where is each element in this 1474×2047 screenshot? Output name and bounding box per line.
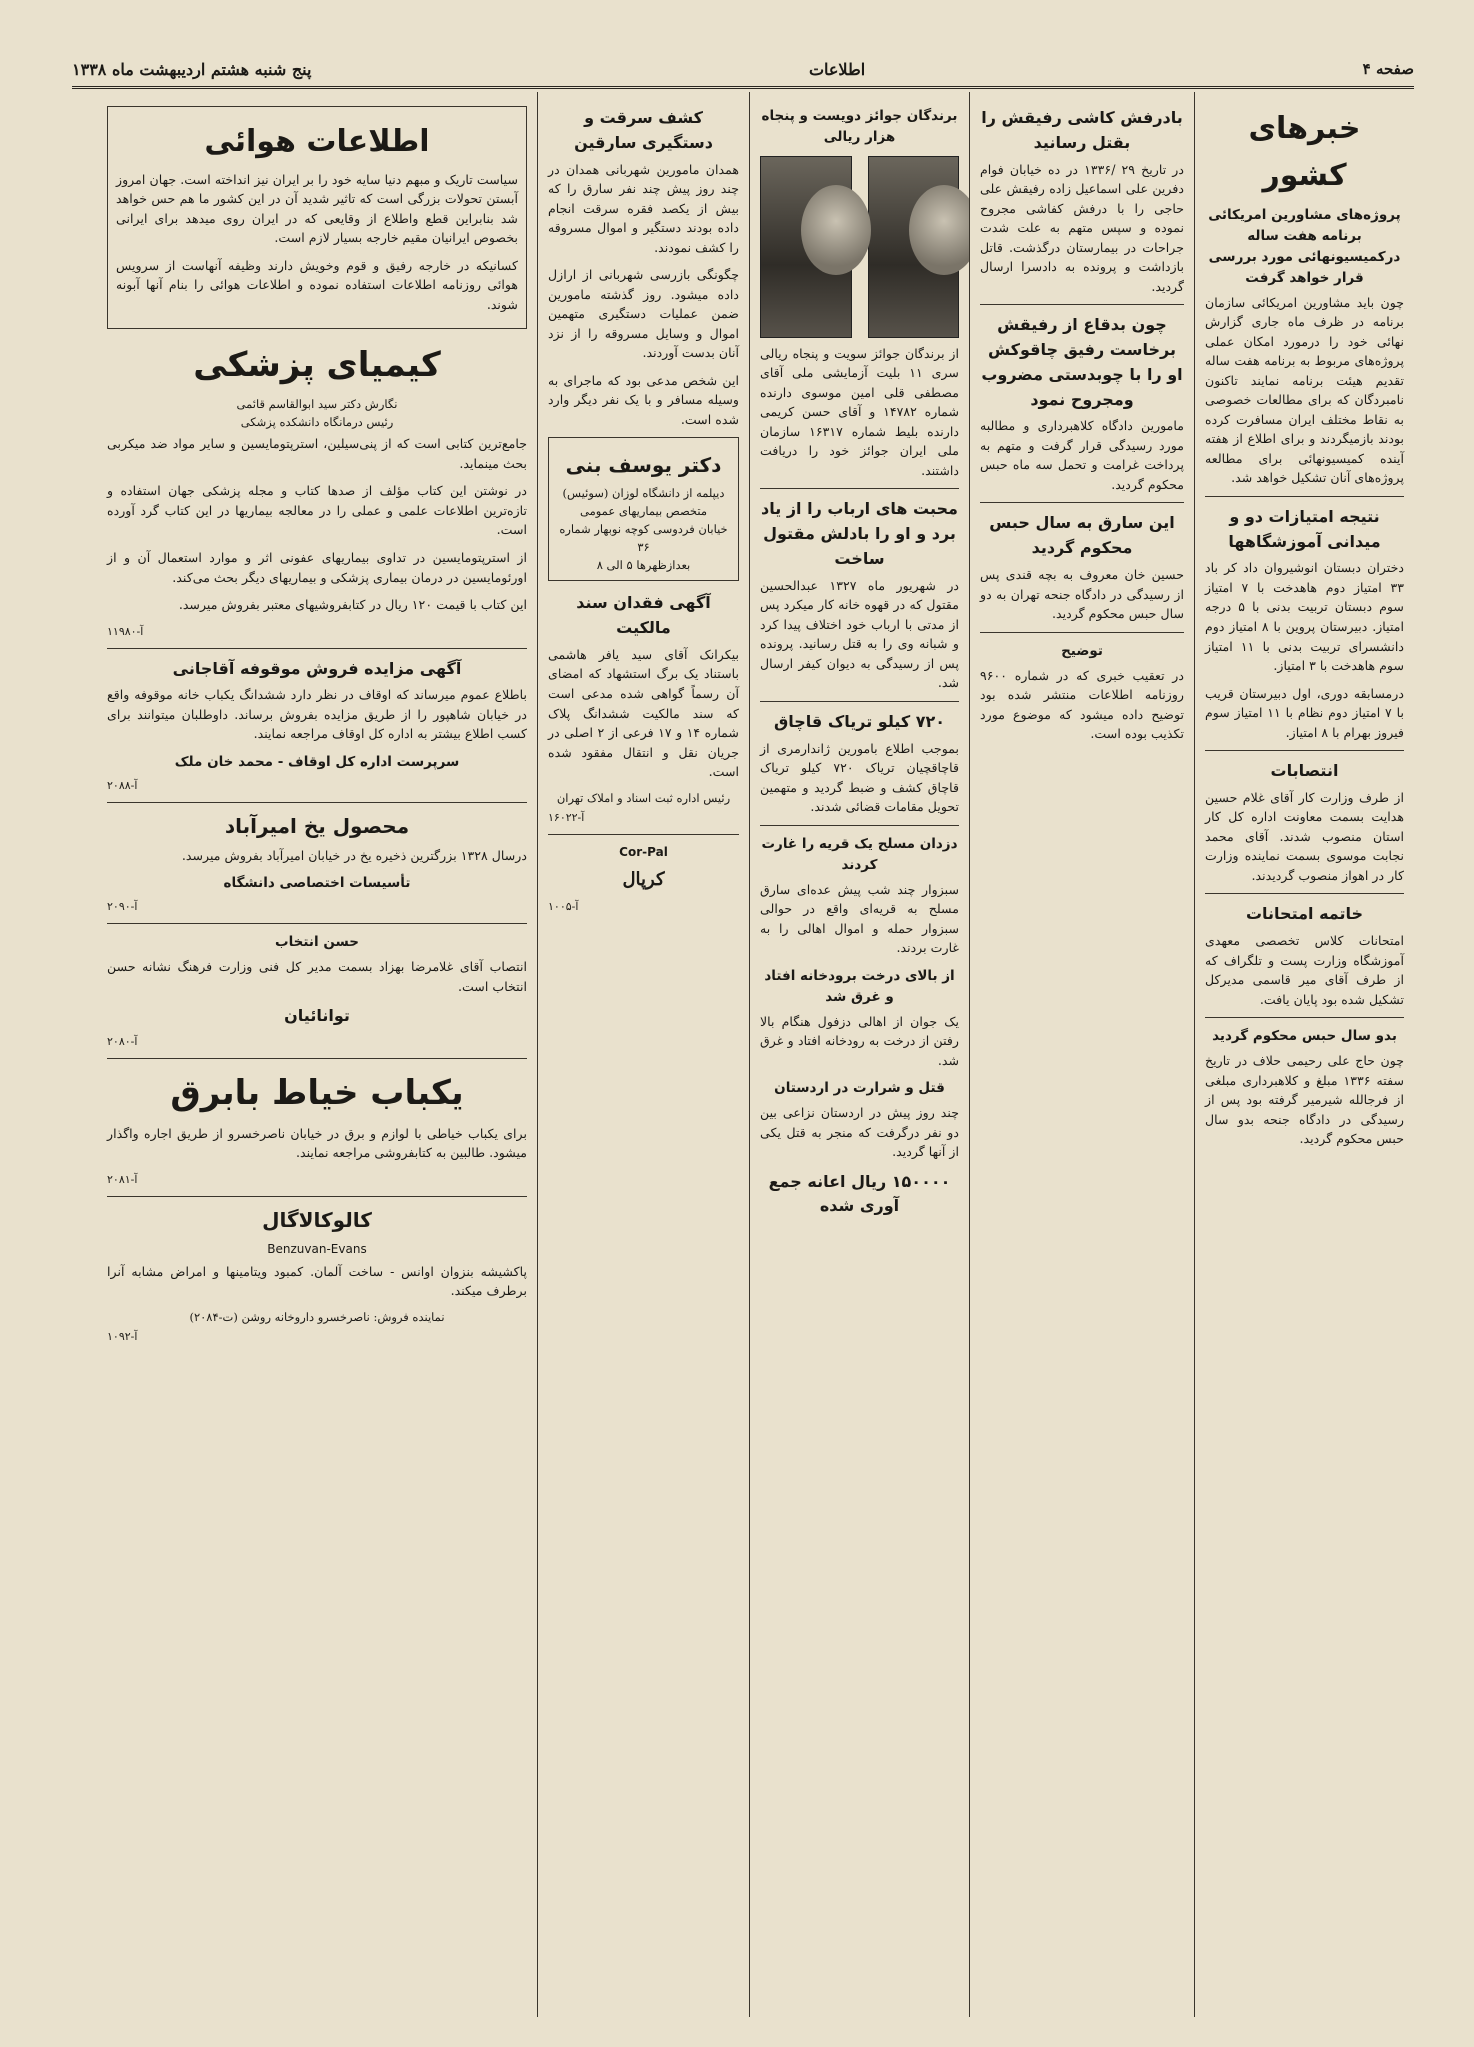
book-author-role: رئیس درمانگاه دانشکده پزشکی [240, 414, 394, 429]
article-body: از برندگان جوائز سویت و پنجاه ریالی سری ۱۱ بلیت آزمایشی ملی آقای مصطفی قلی امین موسوی دارنده شماره ۱۴۷۸۲ و آقای حسن کریمی دارنده بلیط شماره ۱۶۳۱۷ سازمان ملی ایران جوائز خود را دریافت داشتند. [760, 345, 959, 478]
article-body: در تعقیب خبری که در شماره ۹۶۰۰ روزنامه اطلاعات منتشر شده بود توضیح داده میشود که موضوع مورد تکذیب بوده است. [980, 667, 1184, 742]
ad-title: کالوکالاگال [262, 1207, 372, 1232]
ad-body: باطلاع عموم میرساند که اوقاف در نظر دارد ششدانگ یکباب خانه موقوفه واقع در خیابان شاهپور را از طریق مزایده بفروش برساند. داوطلبان میتوانند برای کسب اطلاع بیشتر به اداره کل اوقاف مراجعه نمایند. [107, 687, 527, 742]
headline: آگهی فقدان سند مالکیت [576, 593, 711, 638]
portrait-photo-2 [760, 156, 852, 338]
column-crime [969, 92, 1194, 2017]
ad-code: آ-۲۰۸۱ [107, 1172, 138, 1186]
ad-signature: تأسیسات اختصاصی دانشگاه [223, 875, 411, 892]
article-body: این شخص مدعی بود که ماجرای به وسیله مسافر و با یک نفر دیگر وارد شده است. [548, 372, 739, 427]
article-body: حسین خان معروف به بچه قندی پس از رسیدگی در دادگاه جنحه تهران به دو سال حبس محکوم گردید. [980, 567, 1184, 622]
headline: خاتمه امتحانات [1245, 904, 1364, 924]
article-body: دختران دبستان انوشیروان داد کر باد ۳۳ امتیاز دوم هاهدخت با ۷ امتیاز سوم دبستان تربیت بدنی با ۵ درجه امتیاز. دبیرستان پروین با ۸ امتیاز دوم دانشسرای تربیت بدنی با ۱۱ امتیاز سوم هاهدخت با ۳ امتیاز. [1205, 560, 1404, 674]
ad-code: آ-۱۱۹۸۰ [107, 624, 144, 638]
ad-hours: بعدازظهرها ۵ الی ۸ [596, 557, 691, 572]
headline: از بالای درخت برودخانه افتاد و غرق شد [764, 967, 955, 1005]
ad-address: خیابان فردوسی کوچه نوبهار شماره ۳۶ [559, 521, 728, 554]
column-misc [537, 92, 749, 2017]
headline: ۷۲۰ کیلو تریاک قاچاق [773, 711, 946, 731]
doctor-ad [548, 437, 739, 581]
column-news [1194, 92, 1414, 2017]
ad-signature: توانائیان [284, 1006, 350, 1026]
ad-body: درسال ۱۳۲۸ بزرگترین ذخیره یخ در خیابان امیرآباد بفروش میرسد. [181, 847, 527, 863]
ad-body: جامع‌ترین کتابی است که از پنی‌سیلین، استرپتومایسین و سایر مواد ضد میکربی بحث مینماید. [107, 436, 527, 471]
article-body: چگونگی بازرسی شهربانی از ارازل داده میشود. روز گذشته مامورین ضمن عملیات دستگیری متهمین اموال و وسایل مسروقه را از نزد آنان بدست آوردند. [548, 267, 739, 361]
ad-body: در نوشتن این کتاب مؤلف از صدها کتاب و مجله پزشکی جهان استفاده و تازه‌ترین اطلاعات علمی و عملی را در معالجه بیماریها در این کتاب گرد آورده است. [107, 483, 527, 538]
headline: انتصابات [1270, 761, 1339, 781]
ad-title: آگهی مزایده فروش موقوفه آقاجانی [172, 658, 462, 678]
ad-body: کسانیکه در خارجه رفیق و قوم وخویش دارند وظیفه آنهاست از سرویس هوائی روزنامه اطلاعات استفاده نموده و اطلاعات هوائی را بنام آنها آبونه شوند. [116, 257, 518, 312]
ad-title: حسن انتخاب [275, 934, 359, 951]
corpal-logo-fa: کرپال [622, 869, 665, 891]
ad-signature: سرپرست اداره کل اوقاف - محمد خان ملک [174, 753, 460, 770]
article-body: از طرف وزارت کار آقای غلام حسین هدایت بسمت معاونت اداره کل کار استان منصوب شدند. آقای محمد نجابت موسوی بسمت نماینده وزارت کار در اهواز منصوب گردیدند. [1205, 789, 1404, 883]
column-ads [97, 92, 537, 2017]
masthead [72, 52, 1414, 89]
headline: قتل و شرارت در اردستان [774, 1080, 945, 1097]
ad-title: دکتر یوسف بنی [565, 453, 722, 478]
tailor-ad-title: یکباب خیاط بابرق [170, 1073, 464, 1114]
section-title: خبرهای کشور [1248, 111, 1361, 193]
newspaper-name: اطلاعات [808, 59, 866, 79]
portrait-photo-1 [868, 156, 960, 338]
ad-code: آ-۲۰۸۸ [107, 778, 138, 792]
article-body: بیکرانک آقای سید یافر هاشمی باستناد یک برگ استشهاد که امضای آن رسماً گواهی شده مدعی است که سند مالکیت ششدانگ پلاک شماره ۱۴ و ۱۷ فرعی از ۲ اصلی در جریان نقل و انتقال مفقود شده است. [548, 646, 739, 780]
photo-row [760, 156, 959, 338]
headline: نتیجه امتیازات دو و میدانی آموزشگاهها [1228, 506, 1381, 551]
article-body: امتحانات کلاس تخصصی معهدی آموزشگاه وزارت پست و تلگراف که از طرف آقای میر قاسمی مدیرکل تشکیل شده بود پایان یافت. [1205, 933, 1404, 1007]
air-mail-ad [107, 106, 527, 329]
ad-code: آ-۱۶۰۲۲ [548, 811, 585, 825]
article-body: چند روز پیش در اردستان نزاعی بین دو نفر درگرفت که منجر به قتل یکی از آنها گردید. [760, 1105, 959, 1160]
headline: این سارق به سال حبس محکوم گردید [989, 513, 1175, 558]
headline: پروژه‌های مشاورین امریکائی برنامه هفت ساله درکمیسیونهائی مورد بررسی قرار خواهد گرفت [1208, 207, 1401, 286]
book-author: نگارش دکتر سید ابوالقاسم قائمی [236, 396, 398, 411]
headline: چون بدقاع از رفیقش برخاست رفیق چاقوکش او را با چوبدستی مضروب ومجروح نمود [981, 315, 1183, 409]
ad-signature: رئیس اداره ثبت اسناد و املاک تهران [556, 790, 731, 805]
ad-body: از استرپتومایسین در تداوی بیماریهای عفونی اثر و موارد استعمال آن و از اورئومایسین در درمان بیماری پزشکی و بیماریهای دیگر بحث می‌کند. [107, 550, 527, 585]
ad-code: آ-۲۰۹۰ [107, 900, 138, 914]
article-body: در تاریخ ۲۹ /۱۳۳۶ در ده خیابان فوام دفرین علی اسماعیل زاده رفیقش علی حاجی را با درفش کفاشی مجروح نموده و سپس متهم به علت شدت جراحات در بیمارستان درگذشت. قاتل بازداشت و پرونده به دادسرا ارسال گردید. [980, 161, 1185, 294]
ad-body: سیاست تاریک و مبهم دنیا سایه خود را بر ایران نیز انداخته است. جهان امروز آبستن تحولات بزرگی است که تاثیر شدید آن در این کشور ما هم حس خواهد شد بنابراین قطع واطلاع از وقایعی که در ایران روی میدهد برای ایرانی بخصوص ایرانیان مقیم خارجه بسیار لازم است. [116, 171, 518, 246]
ad-body: انتصاب آقای غلامرضا بهزاد بسمت مدیر کل فنی وزارت فرهنگ نشانه حسن انتخاب است. [107, 959, 527, 994]
article-body: درمسابقه دوری، اول دبیرستان قریب با ۷ امتیاز دوم نظام با ۱۱ امتیاز سوم فیروز بهرام با ۸ امتیاز. [1205, 685, 1404, 740]
article-body: چون باید مشاورین امریکائی سازمان برنامه در ظرف ماه جاری گزارش نهائی خود را درمورد امکان عملی پروژه‌های مربوط به برنامه هفت ساله تقدیم هیئت برنامه نمایند تاکنون نامبردگان که برای مطالعات خصوصی به نقاط مختلف ایران مسافرت کرده بودند بازمیگردند و برای اطلاع از هفته آینده کمیسیونهائی برای مطالعه پروژه‌های آنان تشکیل خواهد شد. [1205, 294, 1404, 486]
headline: بدو سال حبس محکوم گردید [1212, 1028, 1397, 1045]
headline: بادرفش کاشی رفیقش را بقتل رسانید [981, 108, 1183, 152]
headline: محبت های ارباب را از یاد برد و او را بادلش مقتول ساخت [761, 499, 958, 569]
article-body: چون حاج علی رحیمی حلاف در تاریخ سفته ۱۳۳۶ مبلغ و کلاهبرداری مبلغی از فرجالله شیرمیر گرفته بود پس از رسیدگی در دادگاه جنحه بدو سال حبس محکوم گردید. [1205, 1053, 1404, 1147]
ad-store: نماینده فروش: ناصرخسرو داروخانه روشن (ت-۲۰۸۴) [189, 1309, 445, 1324]
ad-body: این کتاب با قیمت ۱۲۰ ریال در کتابفروشیهای معتبر بفروش میرسد. [178, 597, 527, 613]
page-number: صفحه ۴ [1362, 60, 1414, 78]
book-title: کیمیای پزشکی [193, 345, 441, 386]
column-photos [749, 92, 969, 2017]
article-body: در شهریور ماه ۱۳۲۷ عبدالحسین مقتول که در قهوه خانه کار میکرد پس از مدتی با ارباب خود اختلاف پیدا کرد و شبانه وی را به قتل رسانید. پرونده پس از رسیدگی به دیوان کیفر ارسال شد. [760, 577, 960, 691]
photo-caption: برندگان جوائز دویست و پنجاه هزار ریالی [761, 108, 958, 145]
ad-body: برای یکباب خیاطی با لوازم و برق در خیابان ناصرخسرو از طریق اجاره واگذار میشود. طالبین به کتابفروشی مراجعه نمایند. [107, 1125, 527, 1161]
ad-title: اطلاعات هوائی [204, 124, 430, 159]
article-body: سبزوار چند شب پیش عده‌ای سارق مسلح به قریه‌ای واقع در حوالی سبزوار حمله و اموال اهالی را به غارت بردند. [760, 881, 959, 956]
article-body: مامورین دادگاه کلاهبرداری و مطالبه مورد رسیدگی قرار گرفت و متهم به پرداخت غرامت و تحمل سه ماه حبس محکوم گردید. [980, 418, 1184, 492]
ad-subtitle: دیپلمه از دانشگاه لوزان (سوئیس) متخصص بیماریهای عمومی [562, 486, 725, 519]
ad-body: پاکشیشه بنزوان اوانس - ساخت آلمان. کمبود ویتامینها و امراض مشابه آنرا برطرف میکند. [107, 1263, 527, 1299]
ad-code: آ-۱۰۹۲ [107, 1330, 138, 1344]
headline: دزدان مسلح یک قریه را غارت کردند [761, 835, 958, 873]
corpal-logo: Cor-Pal [619, 845, 668, 860]
headline: کشف سرقت و دستگیری سارقین [574, 108, 713, 152]
headline: توضیح [1061, 642, 1103, 659]
ad-code: آ-۲۰۸۰ [107, 1035, 138, 1049]
ad-title: محصول یخ امیرآباد [224, 813, 410, 838]
issue-date: پنج شنبه هشتم اردیبهشت ماه ۱۳۳۸ [72, 59, 312, 79]
article-body: همدان مامورین شهربانی همدان در چند روز پیش چند نفر سارق را که بیش از یکصد فقره سرقت انجام داده بودند دستگیر و اموال مسروقه را کشف نمودند. [548, 161, 739, 255]
article-body: بموجب اطلاع بامورین ژاندارمری از قاچاقچیان تریاک ۷۲۰ کیلو تریاک قاچاق کشف و ضبط گردید و متهمین تحویل مقامات قضائی شدند. [760, 740, 959, 815]
article-body: یک جوان از اهالی دزفول هنگام بالا رفتن از درخت به رودخانه افتاد و غرق شد. [760, 1013, 959, 1068]
product-name: Benzuvan-Evans [267, 1241, 367, 1256]
headline: ۱۵۰۰۰۰ ریال اعانه جمع آوری شده [768, 1171, 951, 1216]
ad-code: آ-۱۰۰۵ [548, 899, 579, 913]
